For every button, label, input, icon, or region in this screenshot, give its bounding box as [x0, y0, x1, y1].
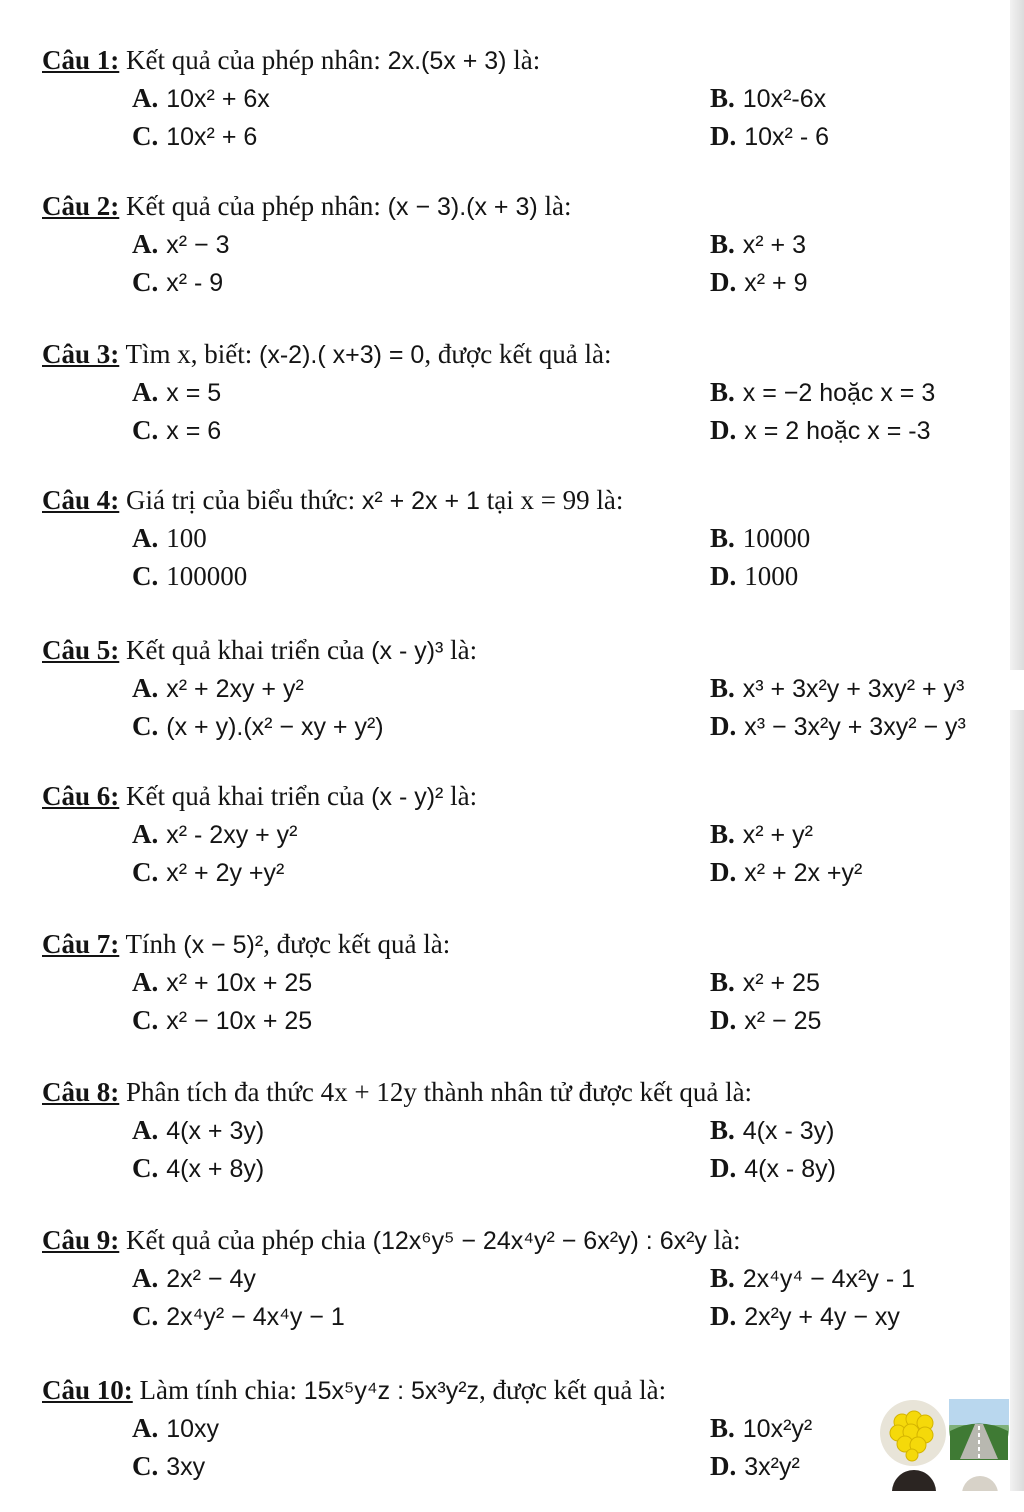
- option-a[interactable]: A. 2x² − 4y: [132, 1263, 256, 1293]
- question-text-end: là:: [443, 781, 478, 811]
- question-stem: [42, 482, 623, 519]
- option-c[interactable]: C. x = 6: [132, 415, 222, 445]
- question-stem: [42, 1074, 752, 1110]
- question-text: Kết quả của phép nhân:: [119, 191, 388, 221]
- question-text-end: , được kết quả là:: [263, 929, 451, 959]
- question-2: [0, 188, 1024, 328]
- question-stem: [42, 778, 477, 815]
- road-landscape-sticker: [948, 1398, 1010, 1460]
- option-c[interactable]: C. (x + y).(x² − xy + y²): [132, 711, 384, 741]
- option-b[interactable]: B. x² + 25: [710, 967, 820, 997]
- option-c[interactable]: C. 10x² + 6: [132, 121, 258, 151]
- option-a[interactable]: A. x² + 10x + 25: [132, 967, 313, 997]
- option-c[interactable]: C. 2x⁴y² − 4x⁴y − 1: [132, 1301, 345, 1331]
- question-stem: [42, 1372, 666, 1409]
- option-a[interactable]: A. 4(x + 3y): [132, 1115, 265, 1145]
- question-stem: [42, 188, 571, 225]
- question-8: [0, 1074, 1024, 1214]
- question-expression: (x - y)²: [371, 783, 444, 811]
- option-b[interactable]: B. 2x⁴y⁴ − 4x²y - 1: [710, 1263, 915, 1293]
- question-7: [0, 926, 1024, 1066]
- question-text-end: là:: [506, 45, 541, 75]
- question-stem: [42, 42, 540, 79]
- question-label: Câu 3:: [42, 339, 120, 369]
- question-3: [0, 336, 1024, 476]
- question-text: Giá trị của biểu thức:: [119, 485, 362, 515]
- option-a[interactable]: A. x² − 3: [132, 229, 230, 259]
- question-9: [0, 1222, 1024, 1362]
- question-text-end: , được kết quả là:: [479, 1375, 667, 1405]
- question-text: Phân tích đa thức: [119, 1077, 321, 1107]
- option-a[interactable]: A. 100: [132, 523, 207, 553]
- question-text: Tìm x, biết:: [119, 339, 260, 369]
- option-d[interactable]: D. 2x²y + 4y − xy: [710, 1301, 900, 1331]
- option-d[interactable]: D. 1000: [710, 561, 799, 591]
- option-d[interactable]: D. 10x² - 6: [710, 121, 830, 151]
- question-expression: 15x⁵y⁴z : 5x³y²z: [303, 1377, 480, 1405]
- option-a[interactable]: A. x² + 2xy + y²: [132, 673, 304, 703]
- question-text-end: thành nhân tử được kết quả là:: [416, 1077, 753, 1107]
- question-label: Câu 10:: [42, 1375, 133, 1405]
- question-1: [0, 42, 1024, 182]
- option-d[interactable]: D. x² + 2x +y²: [710, 857, 863, 887]
- option-d[interactable]: D. x = 2 hoặc x = -3: [710, 415, 931, 445]
- option-c[interactable]: C. x² − 10x + 25: [132, 1005, 313, 1035]
- question-expression: (x - y)³: [371, 637, 444, 665]
- option-b[interactable]: B. x² + y²: [710, 819, 813, 849]
- option-d[interactable]: D. 4(x - 8y): [710, 1153, 836, 1183]
- option-b[interactable]: B. x² + 3: [710, 229, 806, 259]
- question-stem: [42, 1222, 741, 1259]
- question-text-end: tại x = 99 là:: [479, 485, 624, 515]
- question-6: [0, 778, 1024, 918]
- question-label: Câu 7:: [42, 929, 120, 959]
- question-expression: (x − 5)²: [183, 931, 264, 959]
- option-d[interactable]: D. 3x²y²: [710, 1451, 800, 1481]
- question-text-end: là:: [443, 635, 478, 665]
- option-c[interactable]: C. 100000: [132, 561, 248, 591]
- option-b[interactable]: B. 10x²-6x: [710, 83, 827, 113]
- flower-heart-sticker: [878, 1398, 948, 1468]
- option-a[interactable]: A. 10xy: [132, 1413, 220, 1443]
- question-label: Câu 6:: [42, 781, 120, 811]
- question-expression: (x-2).( x+3) = 0: [259, 341, 425, 369]
- question-text: Tính: [119, 929, 184, 959]
- question-expression: 2x.(5x + 3): [387, 47, 507, 75]
- option-d[interactable]: D. x² + 9: [710, 267, 808, 297]
- question-5: [0, 632, 1024, 772]
- question-text: Kết quả của phép nhân:: [119, 45, 388, 75]
- question-expression: (x − 3).(x + 3): [387, 193, 538, 221]
- question-4: [0, 482, 1024, 622]
- option-b[interactable]: B. x = −2 hoặc x = 3: [710, 377, 936, 407]
- question-label: Câu 5:: [42, 635, 120, 665]
- question-expression: x² + 2x + 1: [361, 487, 480, 515]
- option-b[interactable]: B. 10x²y²: [710, 1413, 813, 1443]
- option-d[interactable]: D. x³ − 3x²y + 3xy² − y³: [710, 711, 966, 741]
- question-label: Câu 9:: [42, 1225, 120, 1255]
- question-text-end: là:: [706, 1225, 741, 1255]
- question-text-end: , được kết quả là:: [424, 339, 612, 369]
- question-text-end: là:: [537, 191, 572, 221]
- option-c[interactable]: C. 3xy: [132, 1451, 206, 1481]
- question-expression: 4x + 12y: [320, 1077, 417, 1107]
- option-b[interactable]: B. 10000: [710, 523, 811, 553]
- question-stem: [42, 632, 477, 669]
- option-b[interactable]: B. x³ + 3x²y + 3xy² + y³: [710, 673, 965, 703]
- option-d[interactable]: D. x² − 25: [710, 1005, 822, 1035]
- option-a[interactable]: A. x² - 2xy + y²: [132, 819, 298, 849]
- question-stem: [42, 336, 611, 373]
- question-expression: (12x⁶y⁵ − 24x⁴y² − 6x²y) : 6x²y: [372, 1227, 707, 1255]
- question-text: Kết quả khai triển của: [119, 635, 372, 665]
- question-text: Làm tính chia:: [132, 1375, 304, 1405]
- question-label: Câu 2:: [42, 191, 120, 221]
- question-text: Kết quả của phép chia: [119, 1225, 373, 1255]
- option-a[interactable]: A. x = 5: [132, 377, 222, 407]
- page-edge-clip: [1004, 670, 1024, 710]
- option-c[interactable]: C. x² - 9: [132, 267, 224, 297]
- option-a[interactable]: A. 10x² + 6x: [132, 83, 270, 113]
- question-label: Câu 1:: [42, 45, 120, 75]
- option-c[interactable]: C. 4(x + 8y): [132, 1153, 265, 1183]
- question-stem: [42, 926, 450, 963]
- question-text: Kết quả khai triển của: [119, 781, 372, 811]
- question-10: [0, 1372, 1024, 1512]
- question-label: Câu 4:: [42, 485, 120, 515]
- option-b[interactable]: B. 4(x - 3y): [710, 1115, 835, 1145]
- photo-strip-sticker: [880, 1466, 1010, 1491]
- question-label: Câu 8:: [42, 1077, 120, 1107]
- option-c[interactable]: C. x² + 2y +y²: [132, 857, 285, 887]
